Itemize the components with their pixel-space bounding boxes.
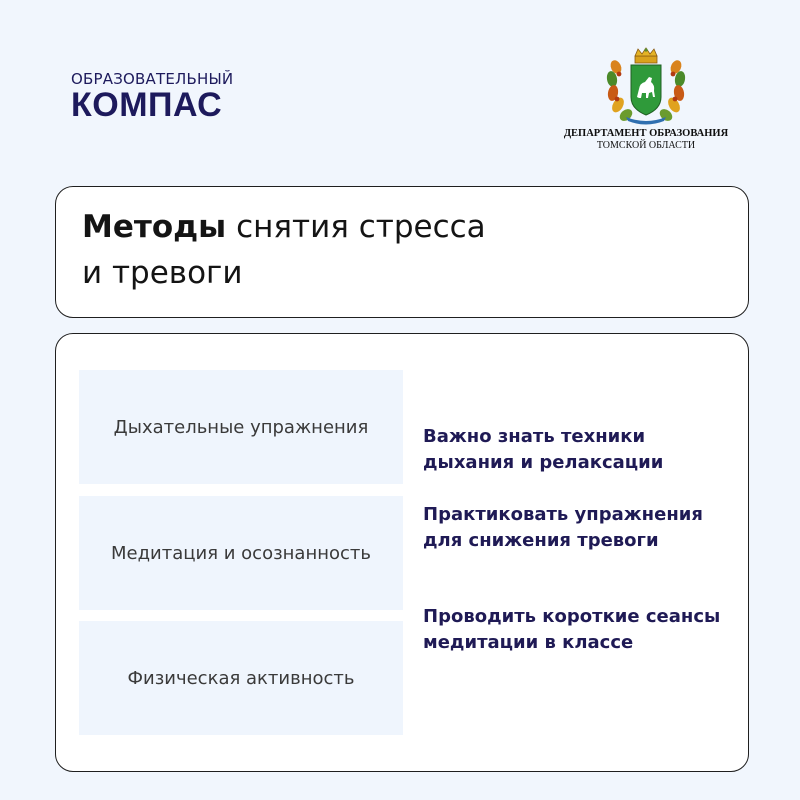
page-title-bold: Методы	[82, 209, 227, 245]
brand-main-label: КОМПАС	[71, 86, 223, 124]
brand-logo	[71, 70, 291, 123]
brand-top-label: ОБРАЗОВАТЕЛЬНЫЙ	[71, 70, 234, 88]
page-title-line1: снятия стресса	[226, 209, 486, 245]
tip-meditation: Проводить короткие сеансы медитации в классе	[423, 606, 721, 653]
title-card	[55, 186, 749, 318]
crown-icon	[635, 48, 657, 63]
method-label: Дыхательные упражнения	[113, 416, 369, 438]
method-box-meditation	[79, 496, 403, 610]
department-caption	[548, 128, 744, 152]
department-region: ТОМСКОЙ ОБЛАСТИ	[596, 140, 696, 151]
page-title	[82, 204, 602, 296]
department-name: ДЕПАРТАМЕНТ ОБРАЗОВАНИЯ	[563, 128, 729, 139]
tip-breathing: Важно знать техники дыхания и релаксации	[423, 426, 664, 473]
method-label: Медитация и осознанность	[110, 542, 371, 564]
page-title-line2: и тревоги	[82, 255, 243, 291]
wreath-left-icon	[606, 59, 635, 124]
content-card	[55, 333, 749, 772]
tomsk-region-coat-of-arms-icon	[604, 47, 688, 125]
method-label: Физическая активность	[127, 667, 355, 689]
method-box-breathing	[79, 370, 403, 484]
method-box-physical-activity	[79, 621, 403, 735]
tip-exercises: Практиковать упражнения для снижения тревоги	[423, 504, 703, 551]
wreath-right-icon	[657, 59, 686, 124]
ribbon-icon	[626, 117, 666, 125]
